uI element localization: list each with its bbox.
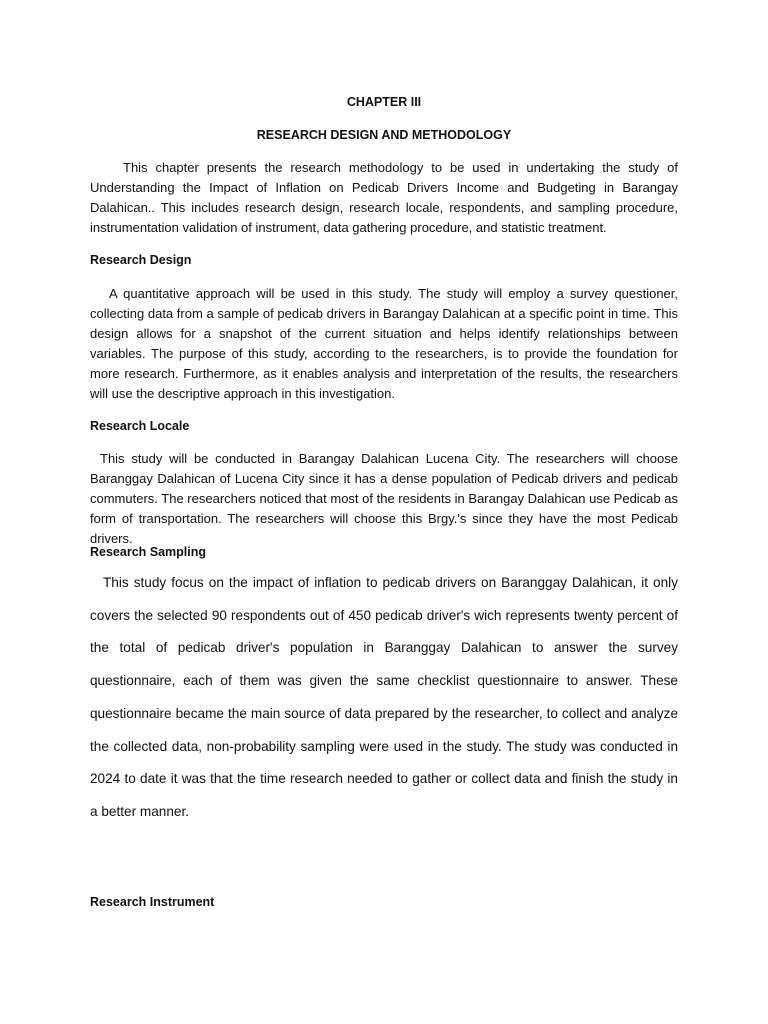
section-heading-research-locale: Research Locale bbox=[90, 419, 190, 433]
section-heading-research-instrument: Research Instrument bbox=[90, 895, 215, 909]
chapter-label: CHAPTER III bbox=[346, 95, 422, 109]
intro-paragraph: This chapter presents the research methodology to be used in undertaking the study of Understanding the Impact of Inflation on Pedicab Drivers Income and Budgeting in Barangay Dalahican.. This includes research design, research locale, respondents, and sampling procedure, instrumentation validation of instrument, data gathering procedure, and statistic treatment. bbox=[90, 160, 678, 235]
research-design-paragraph: A quantitative approach will be used in this study. The study will employ a survey questioner, collecting data from a sample of pedicab drivers in Barangay Dalahican at a specific point in time. This design allows for a snapshot of the current situation and helps identify relationships between variables. The purpose of this study, according to the researchers, is to provide the foundation for more research. Furthermore, as it enables analysis and interpretation of the results, the researchers will use the descriptive approach in this investigation. bbox=[90, 286, 678, 401]
research-locale-paragraph: This study will be conducted in Barangay Dalahican Lucena City. The researchers will choose Baranggay Dalahican of Lucena City since it has a dense population of Pedicab drivers and pedicab commuters. The researchers noticed that most of the residents in Barangay Dalahican use Pedicab as form of transportation. The researchers will choose this Brgy.'s since they have the most Pedicab drivers. bbox=[90, 451, 678, 546]
research-sampling-paragraph: This study focus on the impact of inflation to pedicab drivers on Baranggay Dalahican, it only covers the selected 90 respondents out of 450 pedicab driver's wich represents twenty percent of the total of pedicab driver's population in Baranggay Dalahican to answer the survey questionnaire, each of them was given the same checklist questionnaire to answer. These questionnaire became the main source of data prepared by the researcher, to collect and analyze the collected data, non-probability sampling were used in the study. The study was conducted in 2024 to date it was that the time research needed to gather or collect data and finish the study in a better manner. bbox=[90, 575, 678, 819]
section-heading-research-sampling: Research Sampling bbox=[90, 545, 207, 559]
section-heading-research-design: Research Design bbox=[90, 253, 192, 267]
chapter-title: RESEARCH DESIGN AND METHODOLOGY bbox=[256, 128, 512, 142]
